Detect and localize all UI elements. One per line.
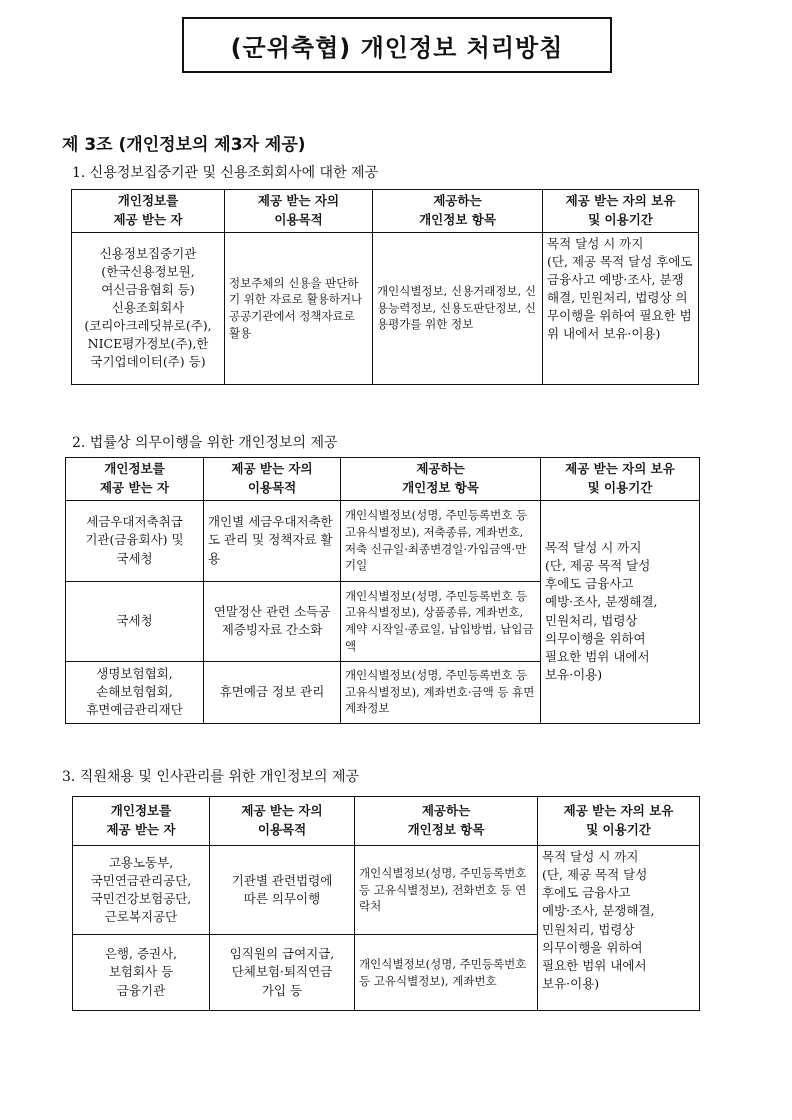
header-recipient: 개인정보를 제공 받는 자	[73, 797, 210, 846]
recipient-cell: 은행, 증권사, 보험회사 등 금융기관	[73, 935, 210, 1011]
section2-table	[65, 457, 700, 724]
items-cell: 개인식별정보(성명, 주민등록번호 등 고유식별정보), 전화번호 등 연락처	[355, 846, 538, 935]
document-title: (군위축협) 개인정보 처리방침	[182, 17, 612, 73]
recipient-cell: 고용노동부, 국민연금관리공단, 국민건강보험공단, 근로복지공단	[73, 846, 210, 935]
items-cell: 개인식별정보(성명, 주민등록번호 등 고유식별정보), 상품종류, 계좌번호, 계약 시작일·종료일, 납입방법, 납입금액	[341, 581, 541, 661]
header-retention: 제공 받는 자의 보유 및 이용기간	[538, 797, 700, 846]
header-retention: 제공 받는 자의 보유 및 이용기간	[543, 190, 699, 233]
section2-heading: 2. 법률상 의무이행을 위한 개인정보의 제공	[72, 435, 338, 451]
retention-cell: 목적 달성 시 까지 (단, 제공 목적 달성 후에도 금융사고 예방·조사, 분쟁해결, 민원처리, 법령상 의무이행을 위하여 필요한 범위 내에서 보유·이용)	[543, 232, 699, 384]
recipient-cell: 세금우대저축취급 기관(금융회사) 및 국세청	[66, 500, 204, 581]
purpose-cell: 정보주체의 신용을 판단하기 위한 자료로 활용하거나 공공기관에서 정책자료로 활용	[225, 232, 373, 384]
section3-table	[72, 796, 700, 1011]
header-recipient: 개인정보를 제공 받는 자	[66, 458, 204, 501]
purpose-cell: 기관별 관련법령에 따른 의무이행	[210, 846, 355, 935]
table-row	[73, 846, 700, 935]
items-cell: 개인식별정보, 신용거래정보, 신용능력정보, 신용도판단정보, 신용평가를 위한 정보	[373, 232, 543, 384]
table-row	[66, 500, 700, 581]
article-heading: 제 3조 (개인정보의 제3자 제공)	[62, 135, 306, 155]
section1-table	[71, 189, 699, 385]
section3-heading: 3. 직원채용 및 인사관리를 위한 개인정보의 제공	[62, 769, 360, 785]
purpose-cell: 개인별 세금우대저축한도 관리 및 정책자료 활용	[204, 500, 341, 581]
retention-cell: 목적 달성 시 까지 (단, 제공 목적 달성 후에도 금융사고 예방·조사, 분쟁해결, 민원처리, 법령상 의무이행을 위하여 필요한 범위 내에서 보유·이용)	[538, 846, 700, 1011]
section1-heading: 1. 신용정보집중기관 및 신용조회회사에 대한 제공	[72, 165, 379, 181]
recipient-cell: 생명보험협회, 손해보험협회, 휴면예금관리재단	[66, 661, 204, 723]
purpose-cell: 연말정산 관련 소득공제증빙자료 간소화	[204, 581, 341, 661]
recipient-cell: 신용정보집중기관 (한국신용정보원, 여신금융협회 등) 신용조회회사 (코리아크레딧뷰로(주), NICE평가정보(주),한 국기업데이터(주) 등)	[72, 232, 225, 384]
header-purpose: 제공 받는 자의 이용목적	[204, 458, 341, 501]
items-cell: 개인식별정보(성명, 주민등록번호 등 고유식별정보), 계좌번호·금액 등 휴면계좌정보	[341, 661, 541, 723]
header-retention: 제공 받는 자의 보유 및 이용기간	[541, 458, 700, 501]
purpose-cell: 임직원의 급여지급, 단체보험·퇴직연금 가입 등	[210, 935, 355, 1011]
header-recipient: 개인정보를 제공 받는 자	[72, 190, 225, 233]
recipient-cell: 국세청	[66, 581, 204, 661]
retention-cell: 목적 달성 시 까지 (단, 제공 목적 달성 후에도 금융사고 예방·조사, 분쟁해결, 민원처리, 법령상 의무이행을 위하여 필요한 범위 내에서 보유·이용)	[541, 500, 700, 723]
header-items: 제공하는 개인정보 항목	[373, 190, 543, 233]
header-purpose: 제공 받는 자의 이용목적	[225, 190, 373, 233]
items-cell: 개인식별정보(성명, 주민등록번호 등 고유식별정보), 계좌번호	[355, 935, 538, 1011]
purpose-cell: 휴면예금 정보 관리	[204, 661, 341, 723]
header-items: 제공하는 개인정보 항목	[341, 458, 541, 501]
header-purpose: 제공 받는 자의 이용목적	[210, 797, 355, 846]
header-items: 제공하는 개인정보 항목	[355, 797, 538, 846]
items-cell: 개인식별정보(성명, 주민등록번호 등 고유식별정보), 저축종류, 계좌번호, 저축 신규일·최종변경일·가입금액·만기일	[341, 500, 541, 581]
table-row	[72, 232, 699, 384]
